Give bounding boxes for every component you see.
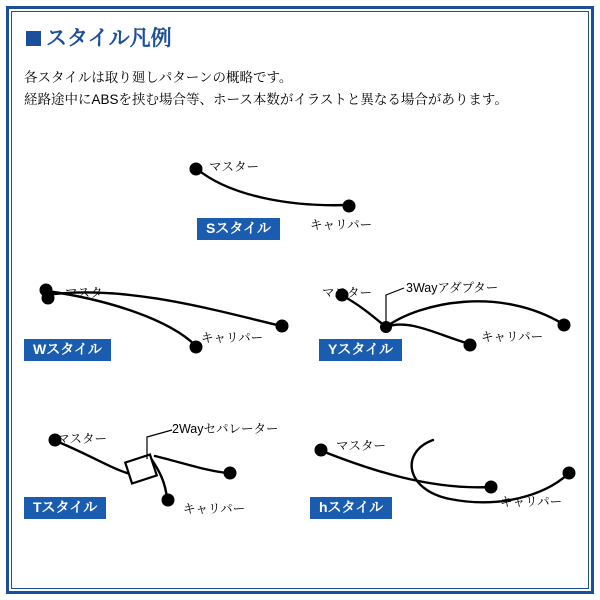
h-style-caliper-dot-1: [485, 481, 498, 494]
y-style-adapter-dot: [380, 321, 392, 333]
y-style-badge: Yスタイル: [319, 339, 402, 361]
s-style-caliper-label: キャリパー: [310, 218, 373, 232]
w-style-master-label: マスター: [65, 286, 116, 300]
w-style-master-dot-2: [42, 292, 55, 305]
h-style-caliper-label: キャリパー: [500, 495, 563, 509]
w-style-caliper-label: キャリパー: [201, 331, 264, 345]
y-style-adapter-label: 3Wayアダプター: [406, 281, 499, 295]
h-style-badge: hスタイル: [310, 497, 392, 519]
note-line-2: 経路途中にABSを挟む場合等、ホース本数がイラストと異なる場合があります。: [24, 92, 508, 107]
note-line-1: 各スタイルは取り廻しパターンの概略です。: [24, 70, 293, 85]
w-style-badge: Wスタイル: [24, 339, 111, 361]
h-style-master-label: マスター: [336, 439, 387, 453]
w-style-caliper-dot-2: [276, 320, 289, 333]
y-style-caliper-label: キャリパー: [481, 330, 544, 344]
y-style-caliper-dot-2: [558, 319, 571, 332]
y-style-caliper-dot-1: [464, 339, 477, 352]
y-style-master-label: マスター: [322, 286, 373, 300]
s-style-caliper-dot: [343, 200, 356, 213]
s-style-master-label: マスター: [209, 160, 260, 174]
t-style-hose-branch-right: [155, 456, 229, 473]
t-style-master-label: マスター: [57, 432, 108, 446]
h-style-master-dot: [315, 444, 328, 457]
t-style-badge: Tスタイル: [24, 497, 106, 519]
s-style-master-dot: [190, 163, 203, 176]
t-style-separator-box: [125, 455, 157, 484]
page-title-text: スタイル凡例: [46, 27, 172, 50]
t-style-separator-label: 2Wayセパレーター: [172, 422, 279, 436]
y-style-hose-branch-upper: [386, 301, 563, 327]
h-style-hose-lower: [322, 451, 490, 487]
t-style-caliper-dot-1: [162, 494, 175, 507]
h-style-caliper-dot-2: [563, 467, 576, 480]
s-style-badge: Sスタイル: [197, 218, 280, 240]
t-style-caliper-dot-2: [224, 467, 237, 480]
t-style-caliper-label: キャリパー: [183, 502, 246, 516]
